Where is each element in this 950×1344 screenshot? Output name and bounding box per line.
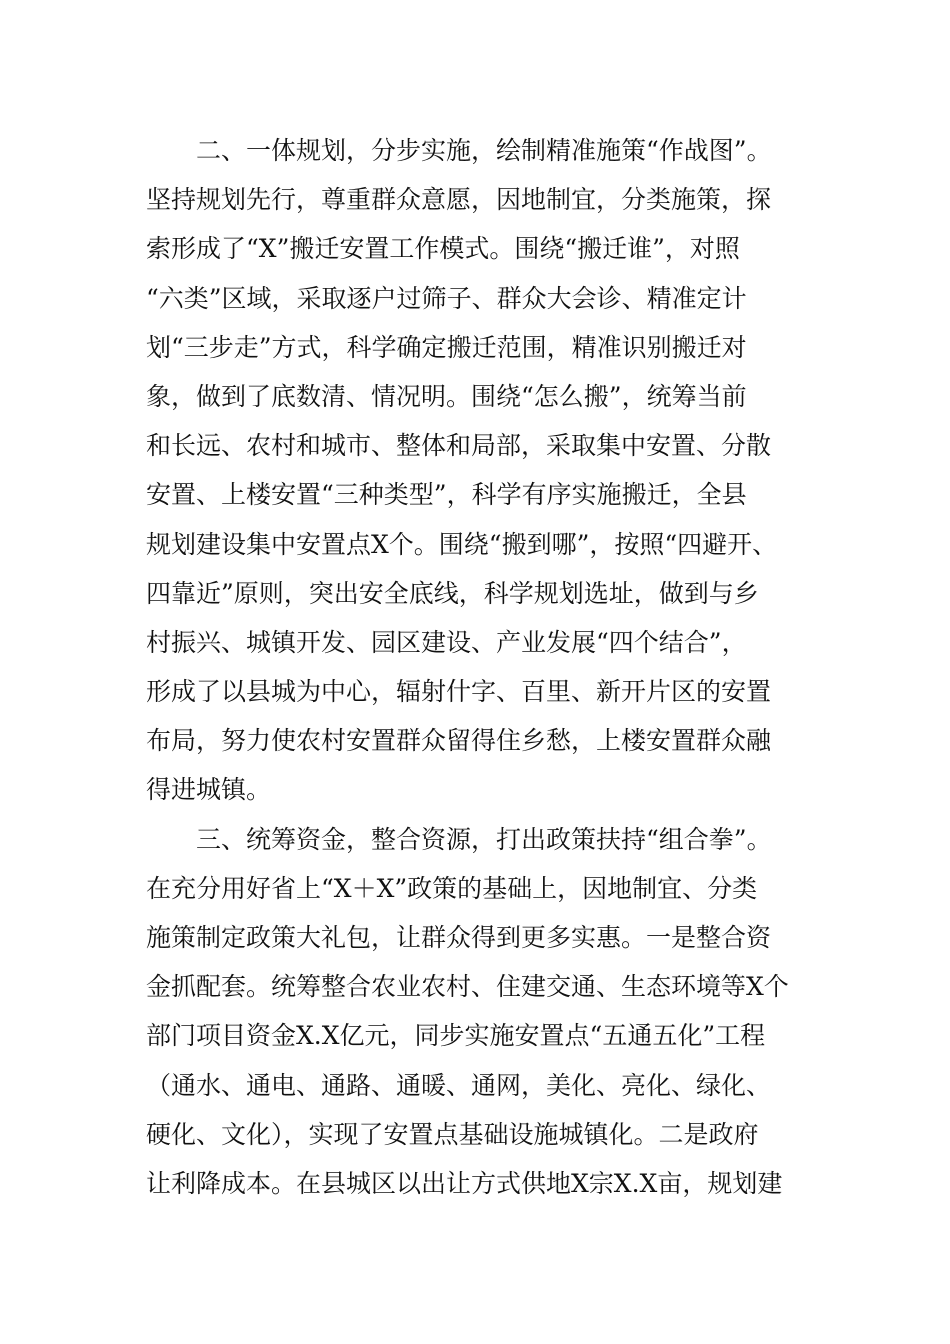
paragraph-line: 让利降成本。在县城区以出让方式供地X宗X.X亩，规划建 [146, 1168, 783, 1198]
paragraph-line: 得进城镇。 [146, 775, 272, 805]
paragraph-line: 和长远、农村和城市、整体和局部，采取集中安置、分散 [146, 431, 772, 461]
paragraph-line: 布局，努力使农村安置群众留得住乡愁，上楼安置群众融 [146, 726, 772, 756]
paragraph-line: 规划建设集中安置点X个。围绕“搬到哪”，按照“四避开、 [146, 529, 778, 559]
paragraph-line: 硬化、文化），实现了安置点基础设施城镇化。二是政府 [146, 1119, 759, 1149]
paragraph-line: 索形成了“X”搬迁安置工作模式。围绕“搬迁谁”，对照 [146, 234, 740, 264]
paragraph-2 [146, 126, 836, 815]
paragraph-line: 划“三步走”方式，科学确定搬迁范围，精准识别搬迁对 [146, 332, 747, 362]
document-body [146, 126, 836, 1208]
paragraph-line: 部门项目资金X.X亿元，同步实施安置点“五通五化”工程 [146, 1021, 766, 1051]
paragraph-3 [146, 815, 836, 1209]
paragraph-line: 四靠近”原则，突出安全底线，科学规划选址，做到与乡 [146, 578, 759, 608]
paragraph-line: （通水、通电、通路、通暖、通网，美化、亮化、绿化、 [146, 1070, 772, 1100]
paragraph-line: 三、统筹资金，整合资源，打出政策扶持“组合拳”。 [196, 824, 772, 854]
paragraph-line: 形成了以县城为中心，辐射什字、百里、新开片区的安置 [146, 677, 772, 707]
paragraph-line: 坚持规划先行，尊重群众意愿，因地制宜，分类施策，探 [146, 185, 772, 215]
paragraph-line: 安置、上楼安置“三种类型”，科学有序实施搬迁，全县 [146, 480, 747, 510]
paragraph-line: 村振兴、城镇开发、园区建设、产业发展“四个结合”， [146, 627, 747, 657]
paragraph-line: “六类”区域，采取逐户过筛子、群众大会诊、精准定计 [146, 283, 747, 313]
paragraph-line: 二、一体规划，分步实施，绘制精准施策“作战图”。 [196, 136, 772, 165]
paragraph-line: 金抓配套。统筹整合农业农村、住建交通、生态环境等X个 [146, 972, 789, 1002]
paragraph-line: 象，做到了底数清、情况明。围绕“怎么搬”，统筹当前 [146, 381, 747, 411]
paragraph-line: 施策制定政策大礼包，让群众得到更多实惠。一是整合资 [146, 923, 772, 952]
paragraph-line: 在充分用好省上“X＋X”政策的基础上，因地制宜、分类 [146, 873, 758, 903]
